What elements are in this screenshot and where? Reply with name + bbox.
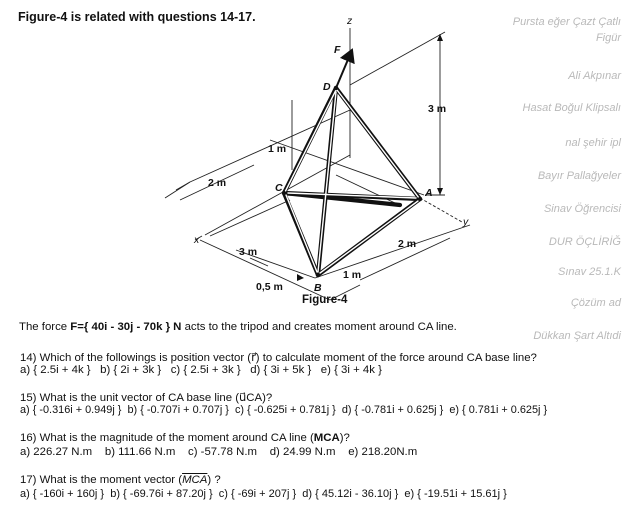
figure-caption: Figure-4 xyxy=(302,294,348,306)
point-a-label: A xyxy=(425,187,433,199)
option[interactable]: b) { -69.76i + 87.20j } xyxy=(110,488,213,500)
ghost-line: Bayır Pallağyeler xyxy=(537,170,621,182)
question-17-options xyxy=(20,488,507,500)
question-17-text-post: ) ? xyxy=(207,474,221,486)
option[interactable]: a) { -0.316i + 0.949j } xyxy=(20,404,122,416)
option[interactable]: e) { 0.781i + 0.625j } xyxy=(449,404,548,416)
point-b xyxy=(316,273,320,277)
axis-y-label: y xyxy=(463,216,469,228)
ghost-line: Çözüm ad xyxy=(570,297,621,309)
force-label: F xyxy=(334,44,341,56)
dim-3m-bottom: 3 m xyxy=(239,246,258,258)
dim-2m-bottom: 2 m xyxy=(398,238,417,250)
question-16-text-post: )? xyxy=(339,432,350,444)
ghost-line: Dükkan Şart Altıdi xyxy=(533,330,621,342)
point-d xyxy=(334,86,338,90)
option[interactable]: a) { 2.5i + 4k } xyxy=(20,364,91,376)
ghost-line: Figür xyxy=(595,32,621,44)
ghost-line: nal şehir ipl xyxy=(565,137,621,149)
option[interactable]: a) { -160i + 160j } xyxy=(20,488,105,500)
option[interactable]: b) 111.66 N.m xyxy=(104,446,176,458)
option[interactable]: b) { -0.707i + 0.707j } xyxy=(127,404,229,416)
force-value: ={ 40i - 30j - 70k } N xyxy=(77,321,182,333)
question-16-text xyxy=(20,432,350,444)
point-a xyxy=(418,197,422,201)
point-b-label: B xyxy=(314,282,322,294)
axis-z-label: z xyxy=(347,15,353,27)
dim-2m-left: 2 m xyxy=(208,177,227,189)
option[interactable]: e) { 3i + 4k } xyxy=(320,364,382,376)
dim-05m: 0,5 m xyxy=(256,281,283,293)
point-c-label: C xyxy=(275,182,283,194)
option[interactable]: e) { -19.51i + 15.61j } xyxy=(404,488,507,500)
question-14-text: 14) Which of the followings is position vector (r⃗) to calculate moment of the force around CA base line? xyxy=(20,352,537,364)
ghost-line: Sınav 25.1.K xyxy=(558,266,621,278)
option[interactable]: c) { -0.625i + 0.781j } xyxy=(234,404,336,416)
question-16-options xyxy=(20,446,417,458)
option[interactable]: e) 218.20N.m xyxy=(348,446,418,458)
question-15-options xyxy=(20,404,547,416)
force-statement-post: acts to the tripod and creates moment around CA line. xyxy=(181,321,457,333)
force-vector-symbol: F xyxy=(70,321,78,333)
option[interactable]: a) 226.27 N.m xyxy=(20,446,93,458)
option[interactable]: b) { 2i + 3k } xyxy=(100,364,162,376)
force-statement xyxy=(19,321,457,333)
question-16-symbol: MCA xyxy=(313,432,340,444)
ghost-line: Ali Akpınar xyxy=(568,70,621,82)
force-statement-pre: The force xyxy=(19,321,71,333)
option[interactable]: c) -57.78 N.m xyxy=(188,446,258,458)
ghost-line: Hasat Boğul Klipsalı xyxy=(522,102,621,114)
question-17-text-pre: 17) What is the moment vector ( xyxy=(20,474,183,486)
dim-1m-bottom: 1 m xyxy=(343,269,362,281)
dim-3m-right: 3 m xyxy=(428,103,447,115)
point-d-label: D xyxy=(323,81,331,93)
question-15-text: 15) What is the unit vector of CA base line (u⃗CA)? xyxy=(20,392,273,404)
option[interactable]: d) { -0.781i + 0.625j } xyxy=(341,404,444,416)
dim-1m-top: 1 m xyxy=(268,143,287,155)
ghost-line: DUR ÖÇLİRİĞ xyxy=(548,236,621,248)
option[interactable]: d) { 45.12i - 36.10j } xyxy=(302,488,399,500)
option[interactable]: c) { -69i + 207j } xyxy=(218,488,297,500)
question-17-symbol: $\overline{MCA}$ xyxy=(182,474,208,486)
option[interactable]: d) { 3i + 5k } xyxy=(250,364,312,376)
ghost-line: Pursta eğer Çazt Çatlı xyxy=(512,16,621,28)
question-16-text-pre: 16) What is the magnitude of the moment around CA line ( xyxy=(20,432,314,444)
axis-x-label: x xyxy=(194,234,200,246)
page-heading: Figure-4 is related with questions 14-17. xyxy=(18,10,256,24)
ghost-line: Sinav Öğrencisi xyxy=(543,203,621,215)
option[interactable]: c) { 2.5i + 3k } xyxy=(170,364,241,376)
option[interactable]: d) 24.99 N.m xyxy=(269,446,336,458)
question-17-text xyxy=(20,474,221,486)
question-14-options xyxy=(20,364,382,376)
